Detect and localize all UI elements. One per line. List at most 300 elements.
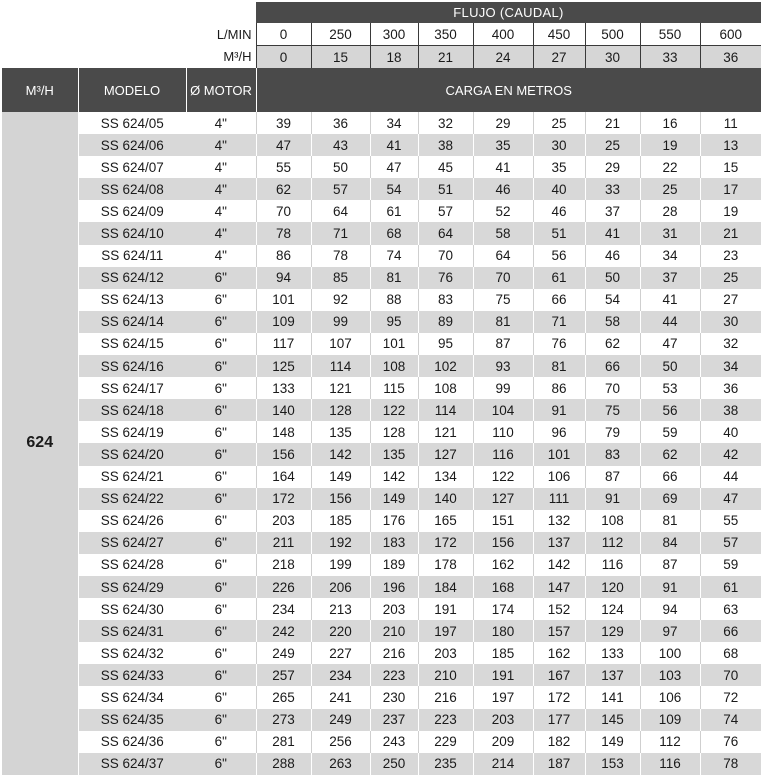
carga-cell: 46 [473,178,533,200]
carga-cell: 223 [418,709,473,731]
carga-cell: 180 [473,620,533,642]
carga-cell: 121 [418,421,473,443]
modelo-cell: SS 624/07 [78,156,186,178]
carga-cell: 71 [311,222,370,244]
carga-cell: 273 [256,709,311,731]
motor-cell: 4" [186,134,256,156]
motor-cell: 6" [186,355,256,377]
motor-cell: 6" [186,333,256,355]
carga-cell: 56 [640,399,700,421]
carga-cell: 148 [256,421,311,443]
modelo-cell: SS 624/12 [78,267,186,289]
carga-cell: 135 [311,421,370,443]
carga-cell: 29 [473,112,533,134]
carga-cell: 156 [256,443,311,465]
carga-cell: 229 [418,731,473,753]
carga-cell: 281 [256,731,311,753]
carga-cell: 57 [311,178,370,200]
motor-cell: 6" [186,554,256,576]
carga-cell: 83 [585,443,640,465]
motor-cell: 6" [186,311,256,333]
carga-cell: 69 [640,488,700,510]
carga-cell: 149 [311,466,370,488]
carga-cell: 129 [585,620,640,642]
carga-cell: 183 [370,532,418,554]
carga-cell: 27 [700,289,761,311]
motor-cell: 6" [186,709,256,731]
carga-cell: 107 [311,333,370,355]
carga-cell: 28 [640,200,700,222]
carga-cell: 30 [700,311,761,333]
carga-cell: 167 [533,664,585,686]
carga-cell: 137 [533,532,585,554]
carga-cell: 21 [585,112,640,134]
motor-cell: 4" [186,245,256,267]
carga-cell: 149 [370,488,418,510]
carga-cell: 112 [585,532,640,554]
carga-cell: 47 [256,134,311,156]
carga-cell: 50 [640,355,700,377]
carga-cell: 97 [640,620,700,642]
modelo-cell: SS 624/09 [78,200,186,222]
carga-cell: 38 [700,399,761,421]
carga-cell: 106 [640,686,700,708]
carga-cell: 11 [700,112,761,134]
carga-cell: 74 [370,245,418,267]
carga-cell: 168 [473,576,533,598]
table-row [2,222,761,244]
carga-cell: 64 [311,200,370,222]
table-row [2,466,761,488]
carga-cell: 58 [473,222,533,244]
carga-cell: 66 [533,289,585,311]
carga-cell: 51 [533,222,585,244]
carga-cell: 288 [256,753,311,775]
carga-cell: 182 [533,731,585,753]
carga-cell: 58 [585,311,640,333]
carga-cell: 94 [256,267,311,289]
carga-cell: 162 [533,642,585,664]
carga-cell: 185 [473,642,533,664]
carga-cell: 17 [700,178,761,200]
modelo-cell: SS 624/35 [78,709,186,731]
lmin-value: 550 [640,23,700,46]
carga-cell: 206 [311,576,370,598]
carga-cell: 37 [585,200,640,222]
carga-cell: 121 [311,377,370,399]
carga-cell: 30 [533,134,585,156]
carga-cell: 61 [370,200,418,222]
carga-cell: 76 [533,333,585,355]
carga-cell: 33 [585,178,640,200]
carga-cell: 142 [533,554,585,576]
carga-cell: 145 [585,709,640,731]
carga-cell: 13 [700,134,761,156]
carga-cell: 152 [533,598,585,620]
carga-cell: 87 [473,333,533,355]
carga-cell: 101 [370,333,418,355]
carga-cell: 62 [585,333,640,355]
column-header-modelo: MODELO [78,68,186,112]
table-row [2,510,761,532]
modelo-cell: SS 624/20 [78,443,186,465]
table-row [2,488,761,510]
carga-cell: 109 [640,709,700,731]
lmin-value: 250 [311,23,370,46]
carga-cell: 230 [370,686,418,708]
table-row [2,311,761,333]
carga-cell: 86 [533,377,585,399]
carga-cell: 234 [256,598,311,620]
carga-cell: 108 [370,355,418,377]
table-row [2,753,761,775]
carga-cell: 64 [473,245,533,267]
m3h-label: M³/H [2,46,256,69]
modelo-cell: SS 624/37 [78,753,186,775]
carga-cell: 108 [418,377,473,399]
table-row [2,267,761,289]
table-row [2,598,761,620]
m3h-value: 15 [311,46,370,69]
carga-cell: 25 [533,112,585,134]
carga-cell: 116 [473,443,533,465]
modelo-cell: SS 624/13 [78,289,186,311]
carga-cell: 153 [585,753,640,775]
table-row [2,532,761,554]
motor-cell: 6" [186,598,256,620]
carga-cell: 257 [256,664,311,686]
carga-cell: 32 [418,112,473,134]
carga-cell: 31 [640,222,700,244]
lmin-value: 400 [473,23,533,46]
carga-cell: 34 [640,245,700,267]
carga-cell: 52 [473,200,533,222]
modelo-cell: SS 624/10 [78,222,186,244]
table-row [2,620,761,642]
carga-cell: 55 [700,510,761,532]
performance-table [2,2,761,775]
carga-cell: 227 [311,642,370,664]
carga-cell: 94 [640,598,700,620]
carga-cell: 134 [418,466,473,488]
carga-cell: 192 [311,532,370,554]
carga-cell: 83 [418,289,473,311]
header-spacer [2,2,256,23]
carga-cell: 79 [585,421,640,443]
carga-cell: 147 [533,576,585,598]
carga-cell: 177 [533,709,585,731]
m3h-value: 30 [585,46,640,69]
carga-cell: 176 [370,510,418,532]
carga-cell: 95 [370,311,418,333]
carga-cell: 172 [418,532,473,554]
carga-cell: 41 [473,156,533,178]
carga-cell: 22 [640,156,700,178]
carga-cell: 44 [640,311,700,333]
motor-cell: 4" [186,112,256,134]
carga-cell: 133 [585,642,640,664]
carga-cell: 29 [585,156,640,178]
carga-cell: 249 [311,709,370,731]
carga-cell: 211 [256,532,311,554]
flujo-header: FLUJO (CAUDAL) [256,2,761,23]
carga-cell: 210 [370,620,418,642]
carga-cell: 214 [473,753,533,775]
carga-cell: 135 [370,443,418,465]
carga-cell: 70 [473,267,533,289]
table-row [2,731,761,753]
carga-cell: 78 [256,222,311,244]
carga-cell: 128 [370,421,418,443]
modelo-cell: SS 624/28 [78,554,186,576]
carga-cell: 197 [418,620,473,642]
modelo-cell: SS 624/36 [78,731,186,753]
table-row [2,576,761,598]
carga-cell: 185 [311,510,370,532]
modelo-cell: SS 624/26 [78,510,186,532]
motor-cell: 6" [186,289,256,311]
carga-cell: 109 [256,311,311,333]
carga-cell: 218 [256,554,311,576]
carga-cell: 142 [370,466,418,488]
carga-cell: 41 [640,289,700,311]
carga-cell: 25 [585,134,640,156]
table-row [2,200,761,222]
carga-cell: 46 [585,245,640,267]
carga-cell: 47 [640,333,700,355]
carga-cell: 81 [640,510,700,532]
carga-cell: 66 [700,620,761,642]
carga-cell: 99 [473,377,533,399]
carga-cell: 249 [256,642,311,664]
carga-cell: 242 [256,620,311,642]
modelo-cell: SS 624/31 [78,620,186,642]
motor-cell: 6" [186,421,256,443]
carga-cell: 157 [533,620,585,642]
carga-cell: 265 [256,686,311,708]
carga-cell: 106 [533,466,585,488]
carga-cell: 42 [700,443,761,465]
table-row [2,709,761,731]
table-row [2,289,761,311]
carga-cell: 235 [418,753,473,775]
modelo-cell: SS 624/27 [78,532,186,554]
carga-cell: 137 [585,664,640,686]
table-row [2,112,761,134]
carga-cell: 21 [700,222,761,244]
carga-cell: 120 [585,576,640,598]
carga-cell: 133 [256,377,311,399]
carga-cell: 101 [533,443,585,465]
carga-cell: 89 [418,311,473,333]
modelo-cell: SS 624/33 [78,664,186,686]
carga-cell: 40 [533,178,585,200]
carga-cell: 197 [473,686,533,708]
carga-cell: 72 [700,686,761,708]
carga-cell: 38 [418,134,473,156]
modelo-cell: SS 624/08 [78,178,186,200]
carga-cell: 50 [585,267,640,289]
motor-cell: 6" [186,576,256,598]
carga-cell: 62 [256,178,311,200]
carga-cell: 23 [700,245,761,267]
carga-cell: 256 [311,731,370,753]
carga-cell: 36 [311,112,370,134]
carga-cell: 226 [256,576,311,598]
column-header-row [2,68,761,112]
carga-cell: 128 [311,399,370,421]
carga-cell: 156 [311,488,370,510]
carga-cell: 75 [473,289,533,311]
carga-cell: 92 [311,289,370,311]
modelo-cell: SS 624/11 [78,245,186,267]
carga-cell: 174 [473,598,533,620]
table-row [2,399,761,421]
motor-cell: 6" [186,443,256,465]
m3h-value: 33 [640,46,700,69]
carga-cell: 151 [473,510,533,532]
table-row [2,554,761,576]
carga-cell: 213 [311,598,370,620]
carga-cell: 84 [640,532,700,554]
lmin-value: 450 [533,23,585,46]
carga-cell: 34 [700,355,761,377]
carga-cell: 102 [418,355,473,377]
carga-cell: 54 [370,178,418,200]
m3h-value: 24 [473,46,533,69]
carga-cell: 91 [585,488,640,510]
carga-cell: 19 [640,134,700,156]
carga-cell: 124 [585,598,640,620]
lmin-label: L/MIN [2,23,256,46]
carga-cell: 87 [585,466,640,488]
modelo-cell: SS 624/21 [78,466,186,488]
modelo-cell: SS 624/19 [78,421,186,443]
motor-cell: 6" [186,620,256,642]
table-row [2,377,761,399]
motor-cell: 6" [186,686,256,708]
motor-cell: 6" [186,399,256,421]
carga-cell: 81 [473,311,533,333]
carga-cell: 156 [473,532,533,554]
carga-cell: 88 [370,289,418,311]
carga-cell: 68 [700,642,761,664]
carga-cell: 263 [311,753,370,775]
carga-cell: 91 [533,399,585,421]
motor-cell: 4" [186,156,256,178]
carga-cell: 142 [311,443,370,465]
carga-cell: 61 [700,576,761,598]
carga-cell: 140 [256,399,311,421]
carga-cell: 250 [370,753,418,775]
carga-cell: 96 [533,421,585,443]
carga-cell: 220 [311,620,370,642]
motor-cell: 6" [186,488,256,510]
modelo-cell: SS 624/06 [78,134,186,156]
carga-cell: 47 [370,156,418,178]
carga-cell: 209 [473,731,533,753]
lmin-value: 350 [418,23,473,46]
carga-cell: 104 [473,399,533,421]
carga-cell: 234 [311,664,370,686]
modelo-cell: SS 624/15 [78,333,186,355]
motor-cell: 6" [186,731,256,753]
carga-cell: 116 [585,554,640,576]
carga-cell: 15 [700,156,761,178]
carga-cell: 32 [700,333,761,355]
carga-cell: 25 [640,178,700,200]
carga-cell: 47 [700,488,761,510]
lmin-value: 0 [256,23,311,46]
table-row [2,421,761,443]
carga-cell: 59 [700,554,761,576]
carga-cell: 116 [640,753,700,775]
carga-cell: 132 [533,510,585,532]
carga-cell: 108 [585,510,640,532]
carga-cell: 35 [473,134,533,156]
carga-cell: 196 [370,576,418,598]
carga-cell: 64 [418,222,473,244]
carga-cell: 57 [700,532,761,554]
carga-cell: 57 [418,200,473,222]
carga-cell: 68 [370,222,418,244]
carga-cell: 39 [256,112,311,134]
carga-cell: 178 [418,554,473,576]
carga-cell: 114 [311,355,370,377]
motor-cell: 6" [186,510,256,532]
carga-cell: 50 [311,156,370,178]
modelo-cell: SS 624/34 [78,686,186,708]
motor-cell: 6" [186,753,256,775]
carga-cell: 55 [256,156,311,178]
carga-cell: 41 [585,222,640,244]
carga-cell: 86 [256,245,311,267]
carga-cell: 70 [256,200,311,222]
carga-cell: 66 [640,466,700,488]
carga-cell: 122 [370,399,418,421]
carga-cell: 46 [533,200,585,222]
carga-cell: 35 [533,156,585,178]
table-row [2,134,761,156]
carga-cell: 62 [640,443,700,465]
carga-cell: 149 [585,731,640,753]
modelo-cell: SS 624/30 [78,598,186,620]
carga-cell: 93 [473,355,533,377]
column-header-m3h: M³/H [2,68,78,112]
carga-cell: 114 [418,399,473,421]
carga-cell: 56 [533,245,585,267]
carga-cell: 66 [585,355,640,377]
carga-cell: 70 [585,377,640,399]
carga-cell: 187 [533,753,585,775]
motor-cell: 6" [186,664,256,686]
carga-cell: 53 [640,377,700,399]
m3h-value: 36 [700,46,761,69]
column-header-motor: Ø MOTOR [186,68,256,112]
m3h-value: 21 [418,46,473,69]
carga-cell: 81 [533,355,585,377]
table-row [2,642,761,664]
modelo-cell: SS 624/18 [78,399,186,421]
carga-cell: 103 [640,664,700,686]
carga-cell: 101 [256,289,311,311]
modelo-cell: SS 624/14 [78,311,186,333]
carga-cell: 100 [640,642,700,664]
carga-cell: 216 [418,686,473,708]
carga-cell: 70 [418,245,473,267]
lmin-row [2,23,761,46]
carga-cell: 70 [700,664,761,686]
